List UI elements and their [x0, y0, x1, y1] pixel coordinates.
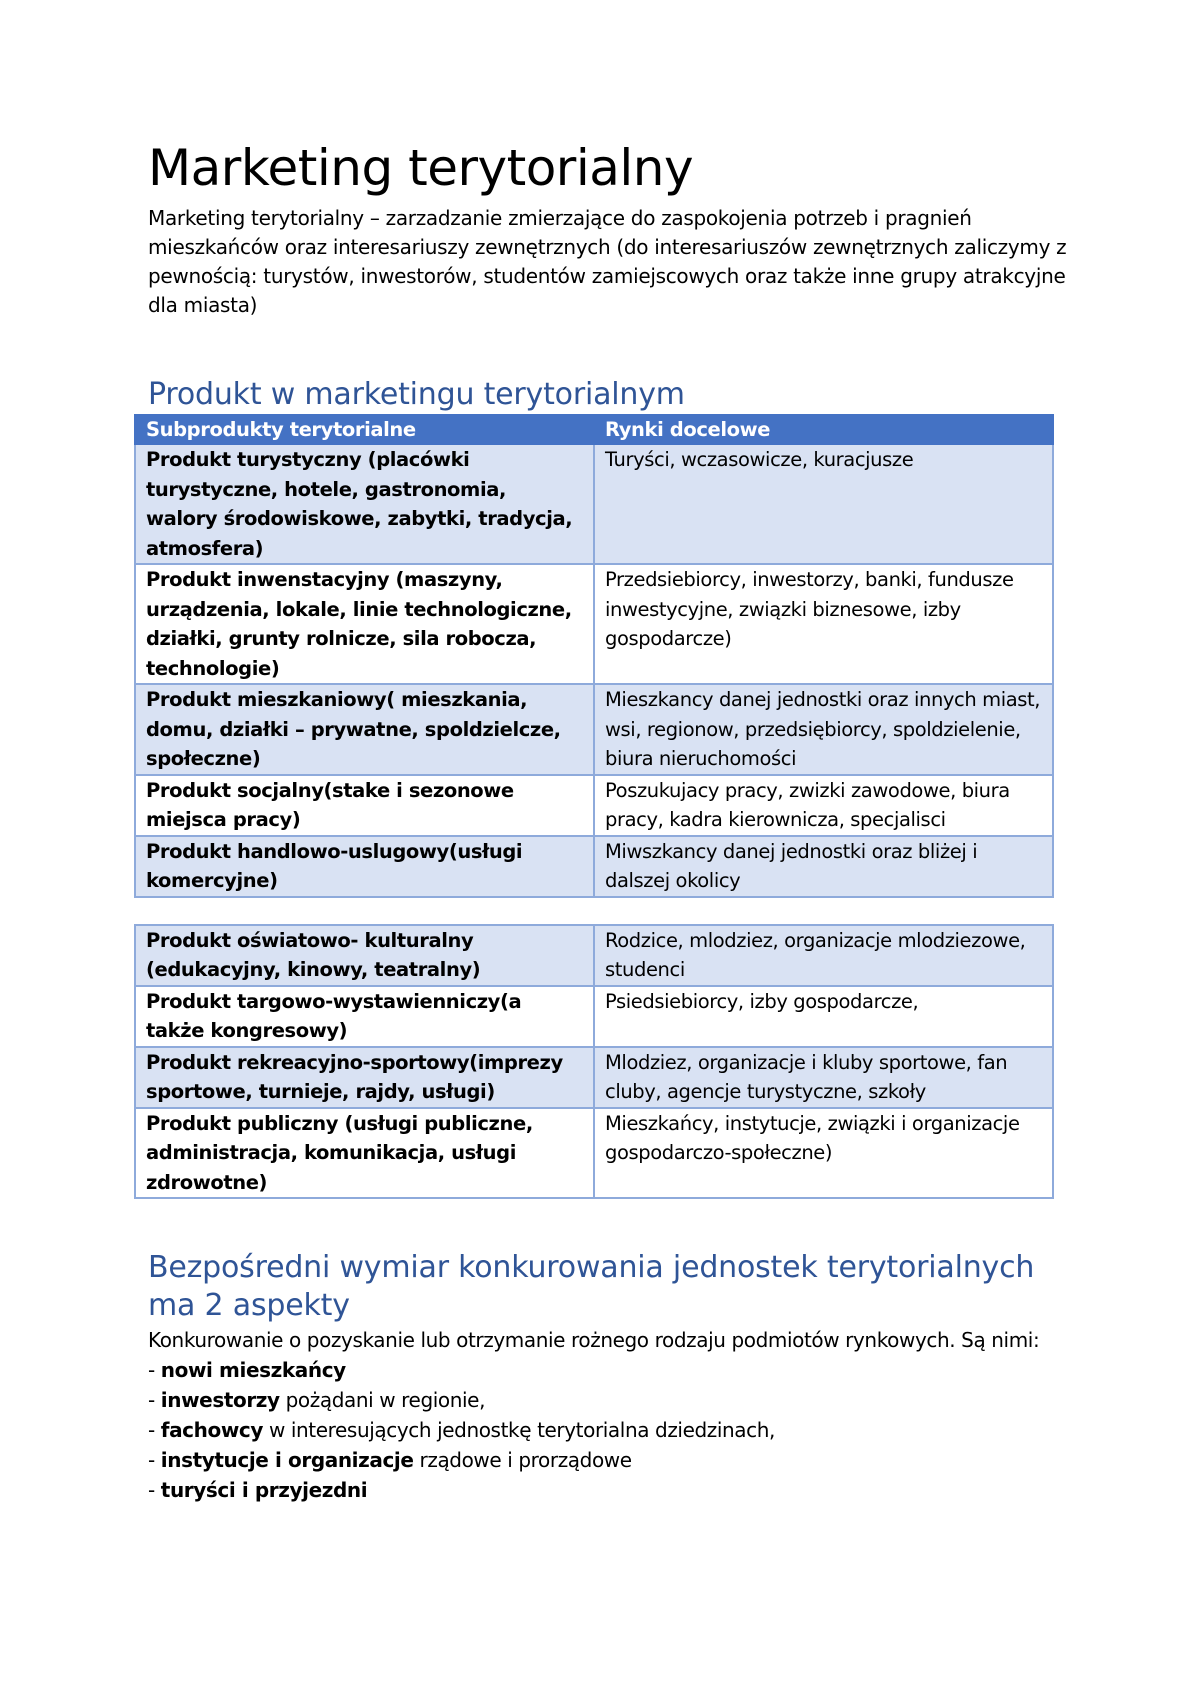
list-item [148, 1415, 1078, 1445]
list-item-bold: turyści i przyjezdni [160, 1478, 368, 1502]
list-item-prefix: - [148, 1418, 161, 1442]
list-item-bold: fachowcy [160, 1418, 263, 1442]
subproduct-cell: Produkt handlowo-uslugowy(usługi komercyjne) [135, 836, 594, 897]
list-item-prefix: - [148, 1358, 161, 1382]
list-item-bold: inwestorzy [160, 1388, 280, 1412]
subproduct-cell: Produkt turystyczny (placówki turystyczne, hotele, gastronomia, walory środowiskowe, zabytki, tradycja, atmosfera) [135, 444, 594, 564]
subproduct-cell: Produkt mieszkaniowy( mieszkania, domu, działki – prywatne, spoldzielcze, społeczne) [135, 684, 594, 775]
table-spacer [148, 898, 1078, 924]
table-row [135, 986, 1053, 1047]
table-row [135, 684, 1053, 775]
list-item-rest: pożądani w regionie, [279, 1388, 486, 1412]
product-section-heading: Produkt w marketingu terytorialnym [148, 377, 685, 412]
document-title: Marketing terytorialny [148, 139, 694, 197]
subproduct-cell: Produkt targowo-wystawienniczy(a także kongresowy) [135, 986, 594, 1047]
table-header-row [135, 415, 1053, 444]
aspect-list [148, 1355, 1078, 1505]
market-cell: Rodzice, mlodziez, organizacje mlodziezowe, studenci [594, 925, 1053, 986]
list-item-prefix: - [148, 1478, 161, 1502]
list-item [148, 1355, 1078, 1385]
table-row [135, 1108, 1053, 1199]
competition-section-heading: Bezpośredni wymiar konkurowania jednostek terytorialnych ma 2 aspekty [148, 1250, 1035, 1323]
header-target-markets: Rynki docelowe [594, 415, 1053, 444]
subproduct-cell: Produkt socjalny(stake i sezonowe miejsca pracy) [135, 775, 594, 836]
market-cell: Turyści, wczasowicze, kuracjusze [594, 444, 1053, 564]
intro-paragraph: Marketing terytorialny – zarzadzanie zmierzające do zaspokojenia potrzeb i pragnień mieszkańców oraz interesariuszy zewnętrznych (do interesariuszów zewnętrznych zaliczymy z pewnością: turystów, inwestorów, studentów zamiejscowych oraz także inne grupy atrakcyjne dla miasta) [148, 206, 1067, 317]
competition-lead: Konkurowanie o pozyskanie lub otrzymanie rożnego rodzaju podmiotów rynkowych. Są nimi: [148, 1328, 1040, 1352]
market-cell: Przedsiebiorcy, inwestorzy, banki, fundusze inwestycyjne, związki biznesowe, izby gospodarcze) [594, 564, 1053, 684]
market-cell: Miwszkancy danej jednostki oraz bliżej i dalszej okolicy [594, 836, 1053, 897]
table-row [135, 836, 1053, 897]
subproduct-cell: Produkt oświatowo- kulturalny (edukacyjny, kinowy, teatralny) [135, 925, 594, 986]
list-item-bold: instytucje i organizacje [160, 1448, 414, 1472]
subproduct-cell: Produkt publiczny (usługi publiczne, administracja, komunikacja, usługi zdrowotne) [135, 1108, 594, 1199]
table-row [135, 775, 1053, 836]
list-item [148, 1475, 1078, 1505]
list-item-prefix: - [148, 1448, 161, 1472]
list-item-prefix: - [148, 1388, 161, 1412]
market-cell: Poszukujacy pracy, zwizki zawodowe, biura pracy, kadra kierownicza, specjalisci [594, 775, 1053, 836]
products-table-2 [134, 924, 1054, 1200]
list-item-rest: w interesujących jednostkę terytorialna dziedzinach, [262, 1418, 775, 1442]
document-page [148, 140, 1078, 1505]
products-table-1 [134, 414, 1054, 898]
subproduct-cell: Produkt inwenstacyjny (maszyny, urządzenia, lokale, linie technologiczne, działki, grunty rolnicze, sila robocza, technologie) [135, 564, 594, 684]
market-cell: Mieszkancy danej jednostki oraz innych miast, wsi, regionow, przedsiębiorcy, spoldzielenie, biura nieruchomości [594, 684, 1053, 775]
table-row [135, 1047, 1053, 1108]
table-row [135, 564, 1053, 684]
list-item-bold: nowi mieszkańcy [160, 1358, 346, 1382]
table-row [135, 925, 1053, 986]
list-item [148, 1385, 1078, 1415]
subproduct-cell: Produkt rekreacyjno-sportowy(imprezy sportowe, turnieje, rajdy, usługi) [135, 1047, 594, 1108]
list-item [148, 1445, 1078, 1475]
market-cell: Psiedsiebiorcy, izby gospodarcze, [594, 986, 1053, 1047]
list-item-rest: rządowe i prorządowe [413, 1448, 632, 1472]
market-cell: Mlodziez, organizacje i kluby sportowe, fan cluby, agencje turystyczne, szkoły [594, 1047, 1053, 1108]
table-row [135, 444, 1053, 564]
market-cell: Mieszkańcy, instytucje, związki i organizacje gospodarczo-społeczne) [594, 1108, 1053, 1199]
header-subproducts: Subprodukty terytorialne [135, 415, 594, 444]
